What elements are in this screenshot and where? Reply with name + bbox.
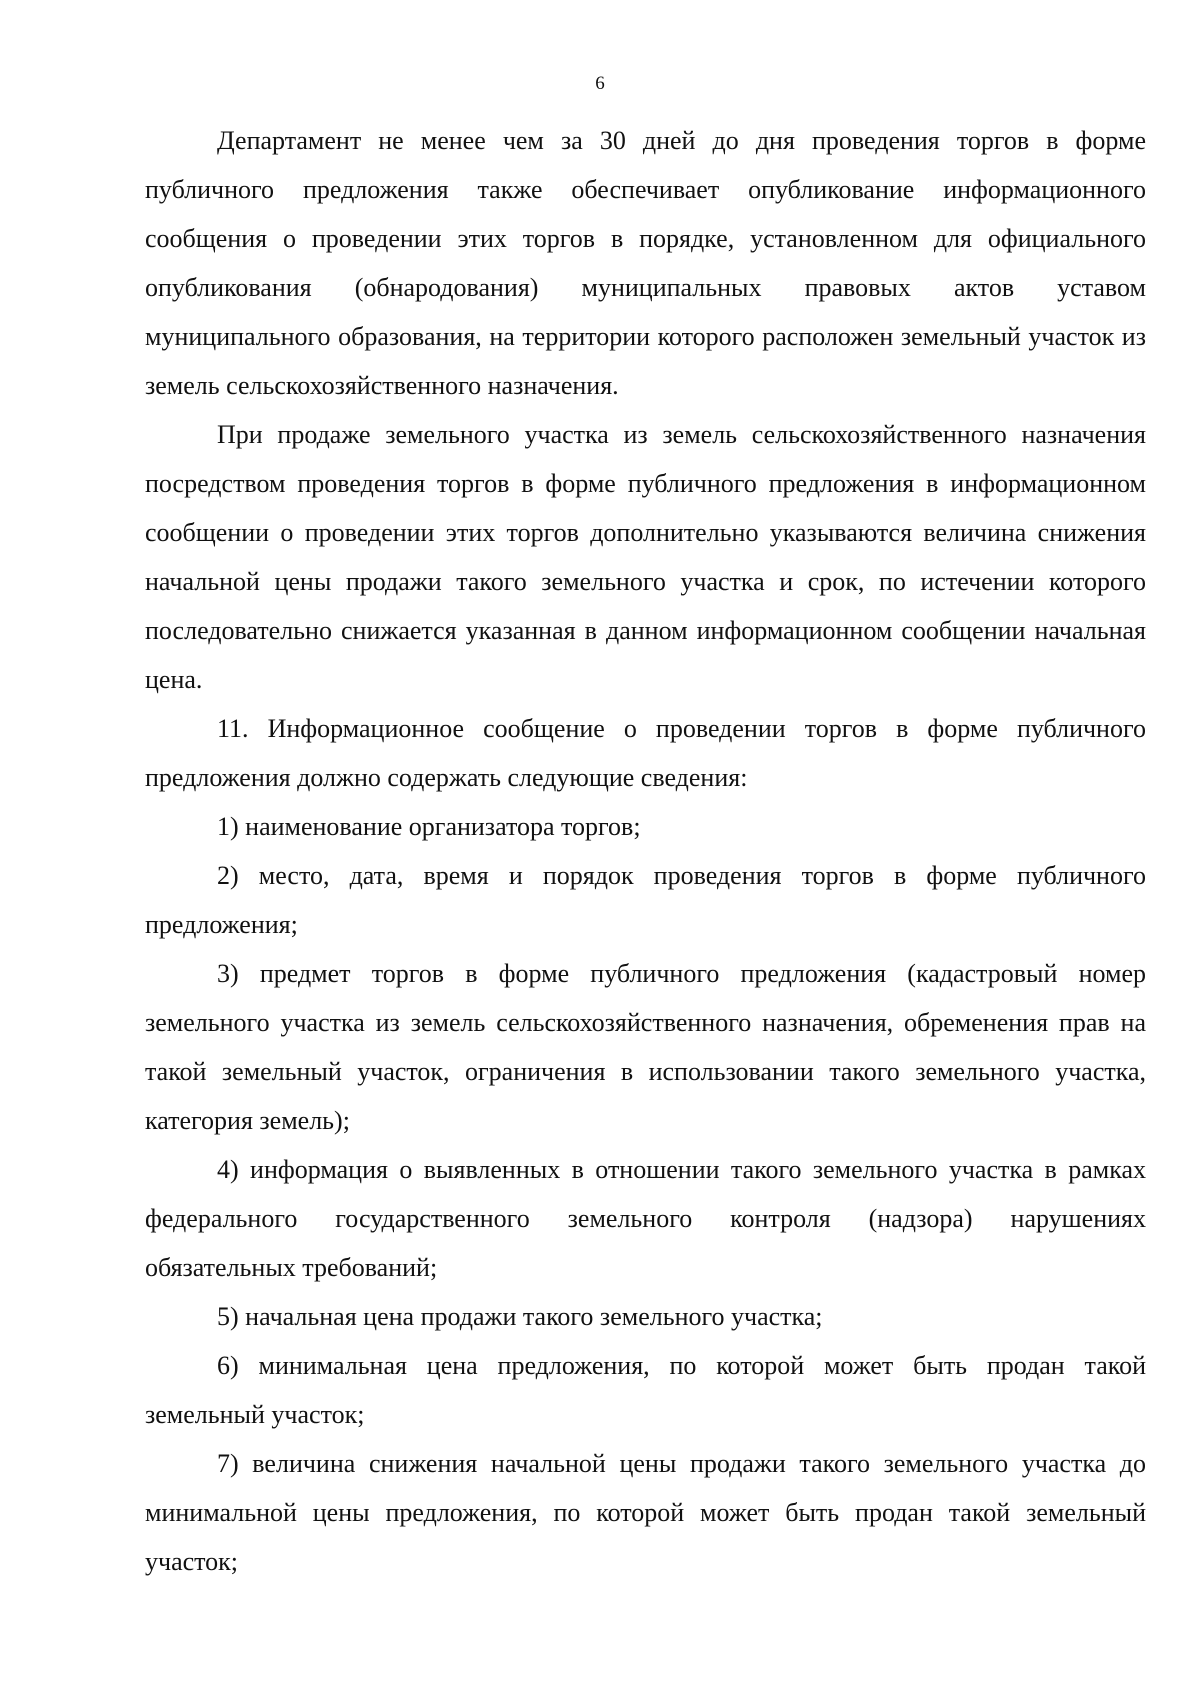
paragraph-publication-notice: Департамент не менее чем за 30 дней до дня проведения торгов в форме публичного предложения также обеспечивает опубликование информационного сообщения о проведении этих торгов в порядке, установленном для официального опубликования (обнародования) муниципальных правовых актов уставом муниципального образования, на территории которого расположен земельный участок из земель сельскохозяйственного назначения. [145,126,1146,400]
list-item-7: 7) величина снижения начальной цены продажи такого земельного участка до минимальной цены предложения, по которой может быть продан такой земельный участок; [145,1449,1146,1576]
list-item-2: 2) место, дата, время и порядок проведения торгов в форме публичного предложения; [145,861,1146,939]
document-body [145,116,1146,1586]
list-item-4: 4) информация о выявленных в отношении такого земельного участка в рамках федерального государственного земельного контроля (надзора) нарушениях обязательных требований; [145,1155,1146,1282]
paragraph-clause-11: 11. Информационное сообщение о проведении торгов в форме публичного предложения должно содержать следующие сведения: [145,714,1146,792]
list-item-3: 3) предмет торгов в форме публичного предложения (кадастровый номер земельного участка из земель сельскохозяйственного назначения, обременения прав на такой земельный участок, ограничения в использовании такого земельного участка, категория земель); [145,959,1146,1135]
list-item-5: 5) начальная цена продажи такого земельного участка; [217,1302,823,1331]
paragraph-price-reduction: При продаже земельного участка из земель сельскохозяйственного назначения посредством проведения торгов в форме публичного предложения в информационном сообщении о проведении этих торгов дополнительно указываются величина снижения начальной цены продажи такого земельного участка и срок, по истечении которого последовательно снижается указанная в данном информационном сообщении начальная цена. [145,420,1146,694]
page-number: 6 [595,73,605,94]
list-item-1: 1) наименование организатора торгов; [217,812,641,841]
list-item-6: 6) минимальная цена предложения, по которой может быть продан такой земельный участок; [145,1351,1146,1429]
